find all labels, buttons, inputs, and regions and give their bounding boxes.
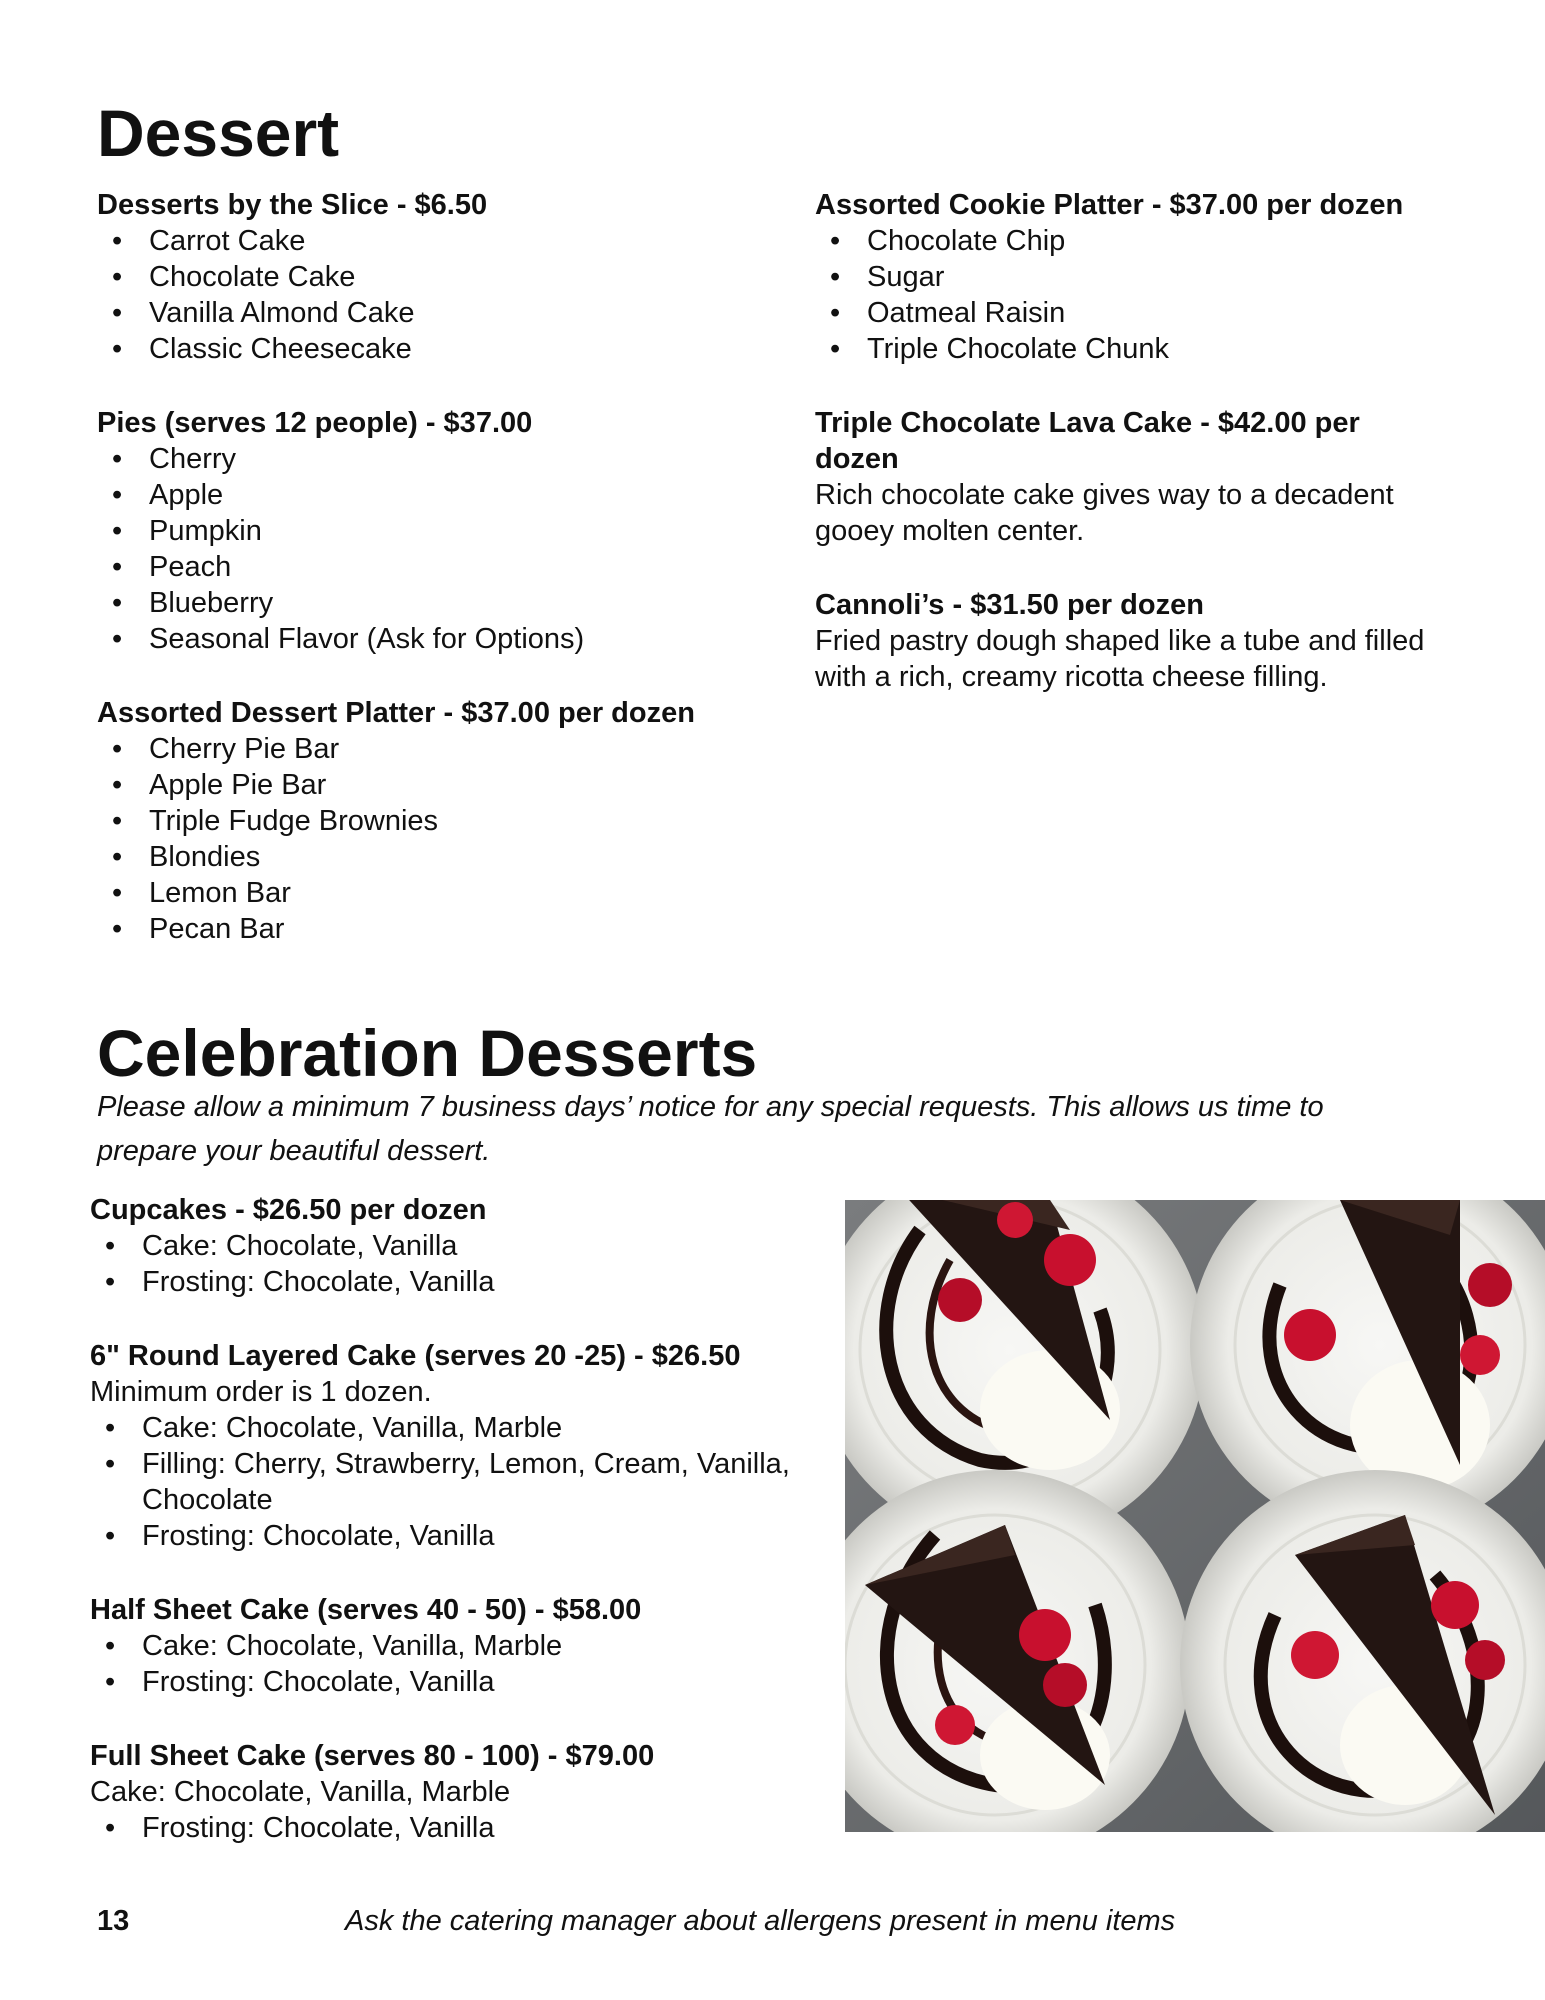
- round-cake-title: 6" Round Layered Cake (serves 20 -25) - $26.50: [90, 1340, 741, 1372]
- list-item: • Chocolate Cake: [97, 259, 797, 295]
- list-item: • Cake: Chocolate, Vanilla: [90, 1228, 830, 1264]
- allergen-note: Ask the catering manager about allergens present in menu items: [345, 1905, 1176, 1937]
- dessert-platter-title: Assorted Dessert Platter - $37.00 per dozen: [97, 697, 695, 729]
- cake-photo-illustration: [845, 1200, 1545, 1832]
- dessert-platter-list: [97, 731, 797, 947]
- pies-list: [97, 441, 797, 657]
- list-item: • Filling: Cherry, Strawberry, Lemon, Cream, Vanilla, Chocolate: [90, 1446, 830, 1518]
- round-cake-list: [90, 1410, 830, 1554]
- list-item: • Chocolate Chip: [815, 223, 1475, 259]
- cannoli-title: Cannoli’s - $31.50 per dozen: [815, 589, 1204, 621]
- list-item: • Vanilla Almond Cake: [97, 295, 797, 331]
- half-sheet-title: Half Sheet Cake (serves 40 - 50) - $58.00: [90, 1594, 642, 1626]
- list-item: • Cake: Chocolate, Vanilla, Marble: [90, 1628, 830, 1664]
- cookie-platter-title: Assorted Cookie Platter - $37.00 per dozen: [815, 189, 1404, 221]
- dessert-heading: Dessert: [97, 96, 340, 170]
- cupcakes-list: [90, 1228, 830, 1300]
- list-item: • Frosting: Chocolate, Vanilla: [90, 1664, 830, 1700]
- celebration-column: [90, 1192, 830, 1846]
- list-item: • Pumpkin: [97, 513, 797, 549]
- dessert-left-column: [97, 187, 797, 947]
- full-sheet-desc: Cake: Chocolate, Vanilla, Marble: [90, 1776, 511, 1808]
- list-item: • Frosting: Chocolate, Vanilla: [90, 1264, 830, 1300]
- celebration-note: Please allow a minimum 7 business days’ notice for any special requests. This allows us time to prepare your beautiful dessert.: [97, 1091, 1324, 1167]
- list-item: • Classic Cheesecake: [97, 331, 797, 367]
- list-item: • Apple Pie Bar: [97, 767, 797, 803]
- celebration-heading: Celebration Desserts: [97, 1016, 758, 1090]
- lava-cake-title: Triple Chocolate Lava Cake - $42.00 per dozen: [815, 407, 1360, 475]
- pies-title: Pies (serves 12 people) - $37.00: [97, 407, 533, 439]
- full-sheet-title: Full Sheet Cake (serves 80 - 100) - $79.00: [90, 1740, 655, 1772]
- list-item: • Blueberry: [97, 585, 797, 621]
- list-item: • Sugar: [815, 259, 1475, 295]
- list-item: • Cherry: [97, 441, 797, 477]
- full-sheet-list: [90, 1810, 830, 1846]
- list-item: • Triple Fudge Brownies: [97, 803, 797, 839]
- list-item: • Seasonal Flavor (Ask for Options): [97, 621, 797, 657]
- cookie-platter-list: [815, 223, 1475, 367]
- list-item: • Pecan Bar: [97, 911, 797, 947]
- list-item: • Cherry Pie Bar: [97, 731, 797, 767]
- list-item: • Peach: [97, 549, 797, 585]
- slice-title: Desserts by the Slice - $6.50: [97, 189, 488, 221]
- list-item: • Lemon Bar: [97, 875, 797, 911]
- dessert-right-column: [815, 187, 1475, 695]
- cannoli-desc: Fried pastry dough shaped like a tube and filled with a rich, creamy ricotta cheese filling.: [815, 625, 1425, 693]
- list-item: • Frosting: Chocolate, Vanilla: [90, 1810, 830, 1846]
- cake-photo: [845, 1200, 1545, 1832]
- list-item: • Triple Chocolate Chunk: [815, 331, 1475, 367]
- page-number: 13: [97, 1905, 130, 1937]
- cupcakes-title: Cupcakes - $26.50 per dozen: [90, 1194, 487, 1226]
- list-item: • Blondies: [97, 839, 797, 875]
- slice-list: [97, 223, 797, 367]
- list-item: • Apple: [97, 477, 797, 513]
- list-item: • Oatmeal Raisin: [815, 295, 1475, 331]
- lava-cake-desc: Rich chocolate cake gives way to a decadent gooey molten center.: [815, 479, 1394, 547]
- half-sheet-list: [90, 1628, 830, 1700]
- list-item: • Carrot Cake: [97, 223, 797, 259]
- list-item: • Frosting: Chocolate, Vanilla: [90, 1518, 830, 1554]
- round-cake-desc: Minimum order is 1 dozen.: [90, 1376, 432, 1408]
- list-item: • Cake: Chocolate, Vanilla, Marble: [90, 1410, 830, 1446]
